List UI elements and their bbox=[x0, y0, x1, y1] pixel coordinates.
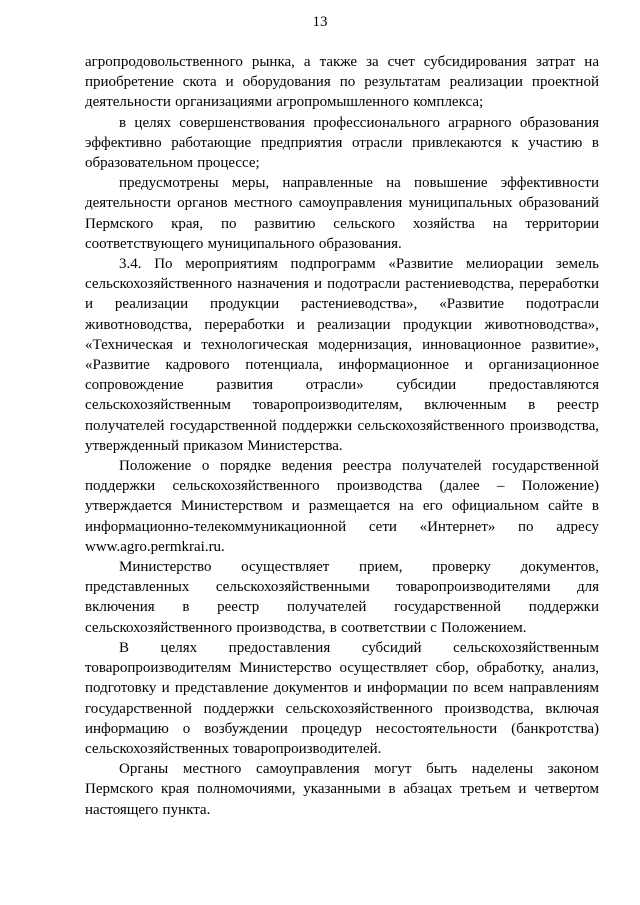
paragraph-3-4-subprograms: 3.4. По мероприятиям подпрограмм «Развитие мелиорации земель сельскохозяйственного назначения и подотрасли растениеводства, переработки и реализации продукции растениеводства», «Развитие подотрасли животноводства, переработки и реализации продукции животноводства», «Техническая и технологическая модернизация, инновационное развитие», «Развитие кадрового потенциала, информационное и организационное сопровождение развития отрасли» субсидии предоставляются сельскохозяйственным товаропроизводителям, включенным в реестр получателей государственной поддержки сельскохозяйственного производства, утвержденный приказом Министерства. bbox=[85, 256, 599, 454]
paragraph-ministry-review: Министерство осуществляет прием, проверку документов, представленных сельскохозяйственными товаропроизводителями для включения в реестр получателей государственной поддержки сельскохозяйственного производства, в соответствии с Положением. bbox=[85, 559, 599, 636]
paragraph-ministry-information: В целях предоставления субсидий сельскохозяйственным товаропроизводителям Министерство осуществляет сбор, обработку, анализ, подготовку и представление документов и информации по всем направлениям государственной поддержки сельскохозяйственного производства, включая информацию о возбуждении процедур несостоятельности (банкротства) сельскохозяйственных товаропроизводителей. bbox=[85, 639, 599, 757]
paragraph-local-authorities: Органы местного самоуправления могут быть наделены законом Пермского края полномочиями, указанными в абзацах третьем и четвертом настоящего пункта. bbox=[85, 761, 599, 818]
paragraph-continuation: агропродовольственного рынка, а также за счет субсидирования затрат на приобретение скота и оборудования по результатам реализации проектной деятельности организациями агропромышленного комплекса; bbox=[85, 54, 599, 111]
paragraph-education: в целях совершенствования профессионального аграрного образования эффективно работающие предприятия отрасли привлекаются к участию в образовательном процессе; bbox=[85, 114, 599, 172]
page-number: 13 bbox=[312, 14, 328, 30]
paragraph-local-government-measures: предусмотрены меры, направленные на повышение эффективности деятельности органов местного самоуправления муниципальных образований Пермского края, по развитию сельского хозяйства на территории соответствующего муниципального образования. bbox=[85, 175, 599, 252]
paragraph-registry-regulation: Положение о порядке ведения реестра получателей государственной поддержки сельскохозяйственного производства (далее – Положение) утверждается Министерством и размещается на его официальном сайте в информационно-телекоммуникационной сети «Интернет» по адресу www.agro.permkrai.ru. bbox=[85, 458, 599, 555]
document-body bbox=[85, 52, 599, 820]
